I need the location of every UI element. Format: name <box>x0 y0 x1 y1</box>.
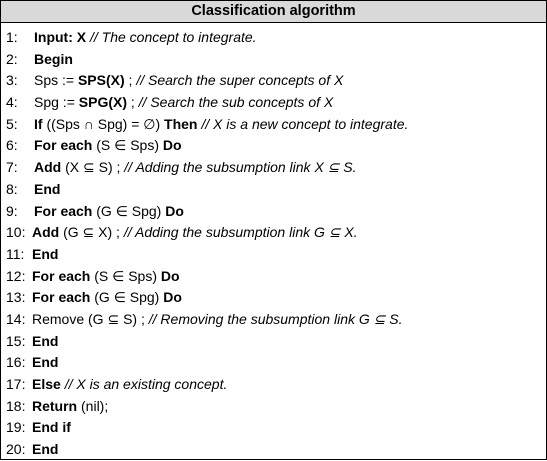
line-number: 2: <box>6 50 18 67</box>
keyword: End if <box>32 419 71 436</box>
algorithm-line <box>1 27 546 49</box>
line-number: 3: <box>6 72 18 89</box>
comment: // X is a new concept to integrate. <box>197 115 409 132</box>
keyword: Else <box>32 376 61 392</box>
line-number: 1: <box>6 29 18 45</box>
code-text: (nil); <box>77 397 109 414</box>
keyword: Do <box>163 289 182 306</box>
comment: // X is an existing concept. <box>60 376 228 392</box>
keyword: Return <box>32 397 78 414</box>
line-number: 8: <box>6 180 18 197</box>
keyword: SPG(X) <box>78 94 127 111</box>
algorithm-line <box>1 417 546 439</box>
comment: // Removing the subsumption link G ⊆ S. <box>148 310 403 327</box>
algorithm-line <box>1 439 546 461</box>
line-number: 9: <box>6 202 18 219</box>
line-number: 5: <box>6 115 18 132</box>
comment: // The concept to integrate. <box>86 29 257 45</box>
algorithm-lines <box>1 23 546 461</box>
keyword: End <box>34 180 61 197</box>
comment: // Search the super concepts of X <box>136 72 344 89</box>
line-number: 4: <box>6 94 18 111</box>
algorithm-title: Classification algorithm <box>1 1 546 23</box>
keyword: Do <box>165 202 184 219</box>
code-text: ; <box>127 94 139 111</box>
code-text: (S ∈ Sps) <box>90 267 161 284</box>
keyword: Do <box>162 137 182 154</box>
line-number: 14: <box>6 310 26 327</box>
keyword: Input: X <box>34 29 87 45</box>
keyword: Begin <box>34 50 73 67</box>
keyword: For each <box>32 289 91 306</box>
code-text: Remove (G ⊆ S) ; <box>32 310 149 327</box>
algorithm-line <box>1 92 546 114</box>
algorithm-line <box>1 114 546 136</box>
line-number: 20: <box>6 441 26 458</box>
algorithm-line <box>1 179 546 201</box>
algorithm-line <box>1 135 546 157</box>
line-number: 12: <box>6 267 26 284</box>
algorithm-line <box>1 396 546 418</box>
keyword: SPS(X) <box>77 72 125 89</box>
line-number: 15: <box>6 332 26 349</box>
line-number: 17: <box>6 376 26 392</box>
code-text: (G ∈ Spg) <box>90 289 164 306</box>
line-number: 13: <box>6 289 26 306</box>
code-text: Spg := <box>34 94 79 111</box>
line-number: 11: <box>6 245 25 262</box>
line-number: 10: <box>6 224 26 241</box>
line-number: 7: <box>6 159 18 176</box>
keyword: If <box>34 115 43 132</box>
keyword: Add <box>34 159 62 176</box>
code-text: ((Sps ∩ Spg) = ∅) <box>42 115 165 132</box>
algorithm-line <box>1 244 546 266</box>
algorithm-line <box>1 374 546 396</box>
keyword: End <box>32 441 59 458</box>
algorithm-line <box>1 157 546 179</box>
keyword: For each <box>34 202 93 219</box>
algorithm-line <box>1 331 546 353</box>
comment: // Adding the subsumption link X ⊆ S. <box>124 159 357 176</box>
algorithm-line <box>1 49 546 71</box>
keyword: End <box>32 332 59 349</box>
keyword: For each <box>34 137 93 154</box>
line-number: 6: <box>6 137 18 154</box>
comment: // Search the sub concepts of X <box>138 94 334 111</box>
algorithm-line <box>1 352 546 374</box>
code-text: (X ⊆ S) ; <box>61 159 125 176</box>
line-number: 16: <box>6 354 26 371</box>
keyword: Do <box>160 267 180 284</box>
code-text: ; <box>124 72 137 89</box>
keyword: Add <box>32 224 60 241</box>
algorithm-line <box>1 70 546 92</box>
keyword: End <box>32 354 59 371</box>
code-text: (S ∈ Sps) <box>92 137 163 154</box>
keyword: End <box>32 245 59 262</box>
keyword: For each <box>32 267 91 284</box>
algorithm-line <box>1 287 546 309</box>
code-text: (G ∈ Spg) <box>92 202 166 219</box>
keyword: Then <box>164 115 198 132</box>
algorithm-line <box>1 222 546 244</box>
code-text: Sps := <box>34 72 78 89</box>
algorithm-line <box>1 266 546 288</box>
comment: // Adding the subsumption link G ⊆ X. <box>123 224 358 241</box>
line-number: 18: <box>6 397 26 414</box>
algorithm-line <box>1 309 546 331</box>
code-text: (G ⊆ X) ; <box>59 224 124 241</box>
line-number: 19: <box>6 419 26 436</box>
algorithm-line <box>1 201 546 223</box>
